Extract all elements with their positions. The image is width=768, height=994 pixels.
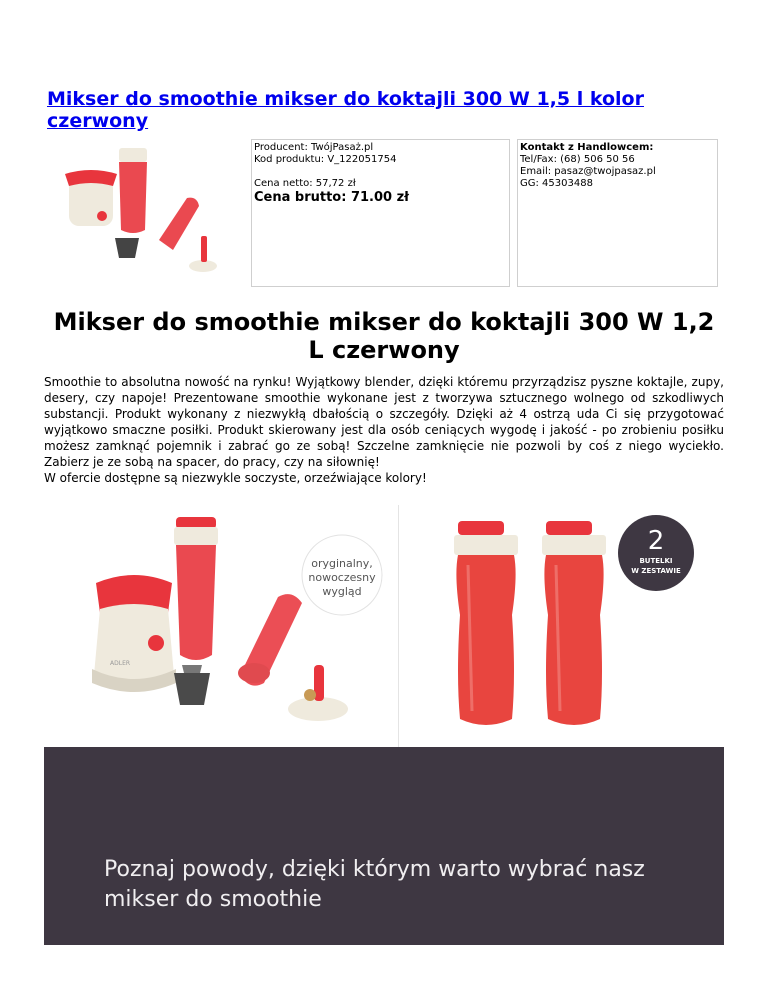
- net-price-text: Cena netto: 57,72 zł: [254, 178, 356, 189]
- contact-email: Email: pasaz@twojpasaz.pl: [520, 166, 656, 177]
- badge-number: 2: [647, 526, 665, 556]
- contact-box: [517, 139, 718, 287]
- svg-text:ADLER: ADLER: [110, 660, 131, 667]
- product-title-link[interactable]: Mikser do smoothie mikser do koktajli 300 W 1,5 l kolor czerwony: [47, 88, 644, 132]
- page-title: Mikser do smoothie mikser do koktajli 300 W 1,2 L czerwony: [53, 308, 715, 364]
- badge-line2: W ZESTAWIE: [631, 567, 681, 575]
- product-thumbnail: [47, 140, 245, 288]
- contact-phone: Tel/Fax: (68) 506 50 56: [520, 154, 635, 165]
- contact-heading: Kontakt z Handlowcem:: [520, 142, 654, 153]
- circle-label-line1: oryginalny,: [311, 557, 373, 570]
- description-last-line: W ofercie dostępne są niezwykle soczyste, orzeźwiające kolory!: [44, 471, 427, 485]
- product-description: [44, 374, 724, 486]
- dark-banner-panel: [44, 747, 724, 945]
- product-info-box: [251, 139, 510, 287]
- description-paragraph: Smoothie to absolutna nowość na rynku! Wyjątkowy blender, dzięki któremu przyrządzisz pyszne koktajle, zupy, desery, czy napoje! Prezentowane smoothie wykonane jest z tworzywa sztucznego wolnego od szkodliwych substancji. Produkt wykonany z niezwykłą dbałością o szczegóły. Dzięki aż 4 ostrzą uda Ci się przygotować wyjątkowo smaczne posiłki. Produkt skierowany jest dla osób ceniących wygodę i jakość - po zrobieniu posiłku możesz zamknąć pojemnik i zabrać go ze sobą! Szczelne zamknięcie nie pozwoli by coś z niego wyciekło. Zabierz je ze sobą na spacer, do pracy, czy na siłownię!: [44, 375, 724, 469]
- circle-label-line3: wygląd: [322, 585, 362, 598]
- banner-headline: Poznaj powody, dzięki którym warto wybrać nasz mikser do smoothie: [104, 857, 645, 912]
- product-banner: [44, 505, 724, 945]
- circle-label-line2: nowoczesny: [308, 571, 376, 584]
- contact-gg: GG: 45303488: [520, 178, 593, 189]
- producer-text: Producent: TwójPasaż.pl: [254, 142, 374, 153]
- gross-price-text: Cena brutto: 71.00 zł: [254, 190, 410, 205]
- product-code-text: Kod produktu: V_122051754: [254, 154, 397, 165]
- badge-line1: BUTELKI: [639, 557, 673, 565]
